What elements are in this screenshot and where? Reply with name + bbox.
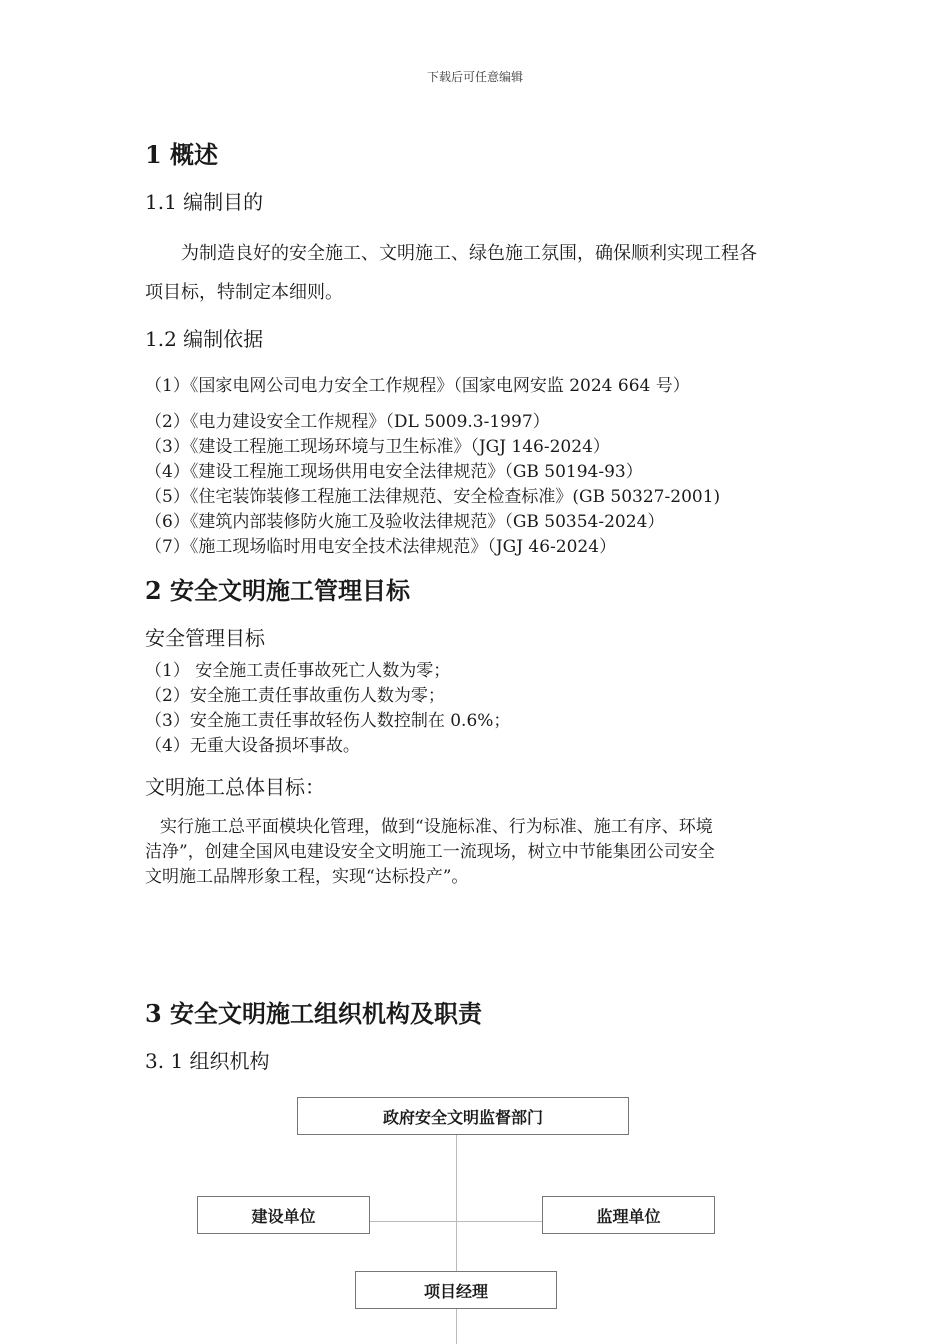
safety-goals-title: 安全管理目标 — [145, 626, 265, 650]
reference-item: （4）《建设工程施工现场供用电安全法律规范》（GB 50194-93） — [145, 462, 643, 482]
section-1-title: 1 概述 — [145, 140, 219, 169]
org-vertical-connector — [456, 1134, 457, 1344]
reference-item: （6）《建筑内部装修防火施工及验收法律规范》（GB 50354-2024） — [145, 512, 665, 532]
page-header: 下载后可任意编辑 — [426, 70, 523, 84]
section-3-title: 3 安全文明施工组织机构及职责 — [145, 999, 483, 1028]
org-box-supervisor: 监理单位 — [542, 1196, 715, 1234]
reference-item: （5）《住宅装饰装修工程施工法律规范、安全检查标准》(GB 50327-2001) — [145, 487, 721, 507]
org-box-project-manager: 项目经理 — [355, 1271, 557, 1309]
goal-item: （1） 安全施工责任事故死亡人数为零； — [145, 661, 451, 681]
reference-item: （1）《国家电网公司电力安全工作规程》（国家电网安监 2024 664 号） — [145, 376, 690, 396]
org-box-government: 政府安全文明监督部门 — [297, 1097, 629, 1135]
reference-item: （3）《建设工程施工现场环境与卫生标准》（JGJ 146-2024） — [145, 437, 610, 457]
civil-goal-line-1: 实行施工总平面模块化管理，做到“设施标准、行为标准、施工有序、环境 — [160, 817, 713, 837]
purpose-line-1: 为制造良好的安全施工、文明施工、绿色施工氛围，确保顺利实现工程各 — [181, 243, 757, 264]
section-2-title: 2 安全文明施工管理目标 — [145, 576, 411, 605]
goal-item: （3）安全施工责任事故轻伤人数控制在 0.6%； — [145, 711, 511, 731]
civil-goal-line-3: 文明施工品牌形象工程，实现“达标投产”。 — [145, 867, 469, 887]
section-1-2-title: 1.2 编制依据 — [145, 327, 264, 351]
purpose-line-2: 项目标，特制定本细则。 — [145, 282, 343, 303]
section-3-1-title: 3. 1 组织机构 — [145, 1049, 270, 1073]
org-horizontal-connector — [369, 1221, 542, 1222]
goal-item: （2）安全施工责任事故重伤人数为零； — [145, 686, 445, 706]
goal-item: （4）无重大设备损坏事故。 — [145, 736, 360, 756]
section-1-1-title: 1.1 编制目的 — [145, 190, 264, 214]
reference-item: （7）《施工现场临时用电安全技术法律规范》（JGJ 46-2024） — [145, 537, 617, 557]
org-box-owner: 建设单位 — [197, 1196, 370, 1234]
reference-item: （2）《电力建设安全工作规程》（DL 5009.3-1997） — [145, 412, 550, 432]
civil-goals-title: 文明施工总体目标： — [145, 775, 325, 799]
civil-goal-line-2: 洁净”，创建全国风电建设安全文明施工一流现场，树立中节能集团公司安全 — [145, 842, 715, 862]
